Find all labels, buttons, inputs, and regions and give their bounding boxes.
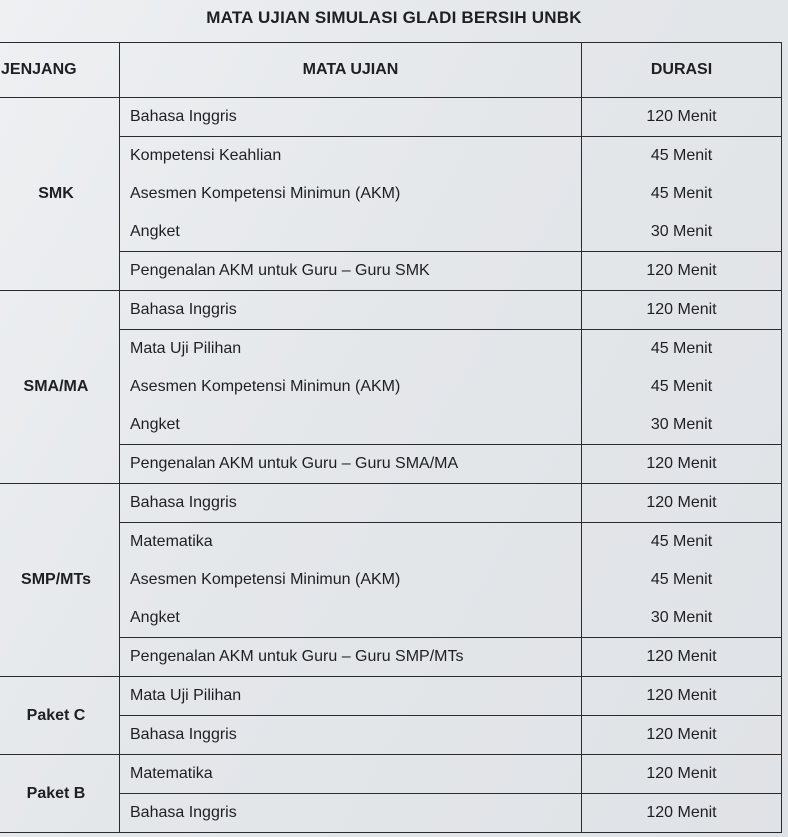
duration-cell: 45 Menit	[582, 561, 782, 599]
header-duration: DURASI	[582, 43, 782, 98]
subject-cell: Angket	[120, 599, 582, 638]
duration-cell: 120 Menit	[582, 98, 782, 137]
subject-cell: Asesmen Kompetensi Minimun (AKM)	[120, 561, 582, 599]
duration-cell: 45 Menit	[582, 175, 782, 213]
subject-cell: Angket	[120, 406, 582, 445]
subject-cell: Kompetensi Keahlian	[120, 137, 582, 176]
level-cell: Paket C	[0, 677, 120, 755]
duration-cell: 45 Menit	[582, 523, 782, 562]
subject-cell: Asesmen Kompetensi Minimun (AKM)	[120, 368, 582, 406]
duration-cell: 45 Menit	[582, 137, 782, 176]
level-cell: SMA/MA	[0, 291, 120, 484]
level-cell: SMP/MTs	[0, 484, 120, 677]
subject-cell: Pengenalan AKM untuk Guru – Guru SMA/MA	[120, 445, 582, 484]
duration-cell: 120 Menit	[582, 716, 782, 755]
subject-cell: Mata Uji Pilihan	[120, 677, 582, 716]
page-title: MATA UJIAN SIMULASI GLADI BERSIH UNBK	[206, 8, 582, 27]
exam-schedule-table	[0, 42, 782, 833]
table-row	[0, 291, 782, 330]
table-row	[0, 677, 782, 716]
table-row	[0, 484, 782, 523]
subject-cell: Mata Uji Pilihan	[120, 330, 582, 369]
duration-cell: 120 Menit	[582, 794, 782, 833]
duration-cell: 45 Menit	[582, 330, 782, 369]
duration-cell: 120 Menit	[582, 638, 782, 677]
duration-cell: 120 Menit	[582, 677, 782, 716]
duration-cell: 120 Menit	[582, 755, 782, 794]
subject-cell: Matematika	[120, 755, 582, 794]
level-cell: SMK	[0, 98, 120, 291]
subject-cell: Bahasa Inggris	[120, 794, 582, 833]
duration-cell: 30 Menit	[582, 599, 782, 638]
table-body	[0, 98, 782, 833]
subject-cell: Matematika	[120, 523, 582, 562]
table-header-row	[0, 43, 782, 98]
subject-cell: Asesmen Kompetensi Minimun (AKM)	[120, 175, 582, 213]
duration-cell: 45 Menit	[582, 368, 782, 406]
duration-cell: 120 Menit	[582, 445, 782, 484]
subject-cell: Bahasa Inggris	[120, 98, 582, 137]
subject-cell: Angket	[120, 213, 582, 252]
subject-cell: Bahasa Inggris	[120, 484, 582, 523]
level-cell: Paket B	[0, 755, 120, 833]
header-subject: MATA UJIAN	[120, 43, 582, 98]
header-level: JENJANG	[0, 43, 120, 98]
duration-cell: 120 Menit	[582, 484, 782, 523]
duration-cell: 30 Menit	[582, 213, 782, 252]
subject-cell: Pengenalan AKM untuk Guru – Guru SMP/MTs	[120, 638, 582, 677]
duration-cell: 30 Menit	[582, 406, 782, 445]
table-row	[0, 98, 782, 137]
subject-cell: Bahasa Inggris	[120, 716, 582, 755]
duration-cell: 120 Menit	[582, 252, 782, 291]
subject-cell: Bahasa Inggris	[120, 291, 582, 330]
subject-cell: Pengenalan AKM untuk Guru – Guru SMK	[120, 252, 582, 291]
table-row	[0, 755, 782, 794]
duration-cell: 120 Menit	[582, 291, 782, 330]
